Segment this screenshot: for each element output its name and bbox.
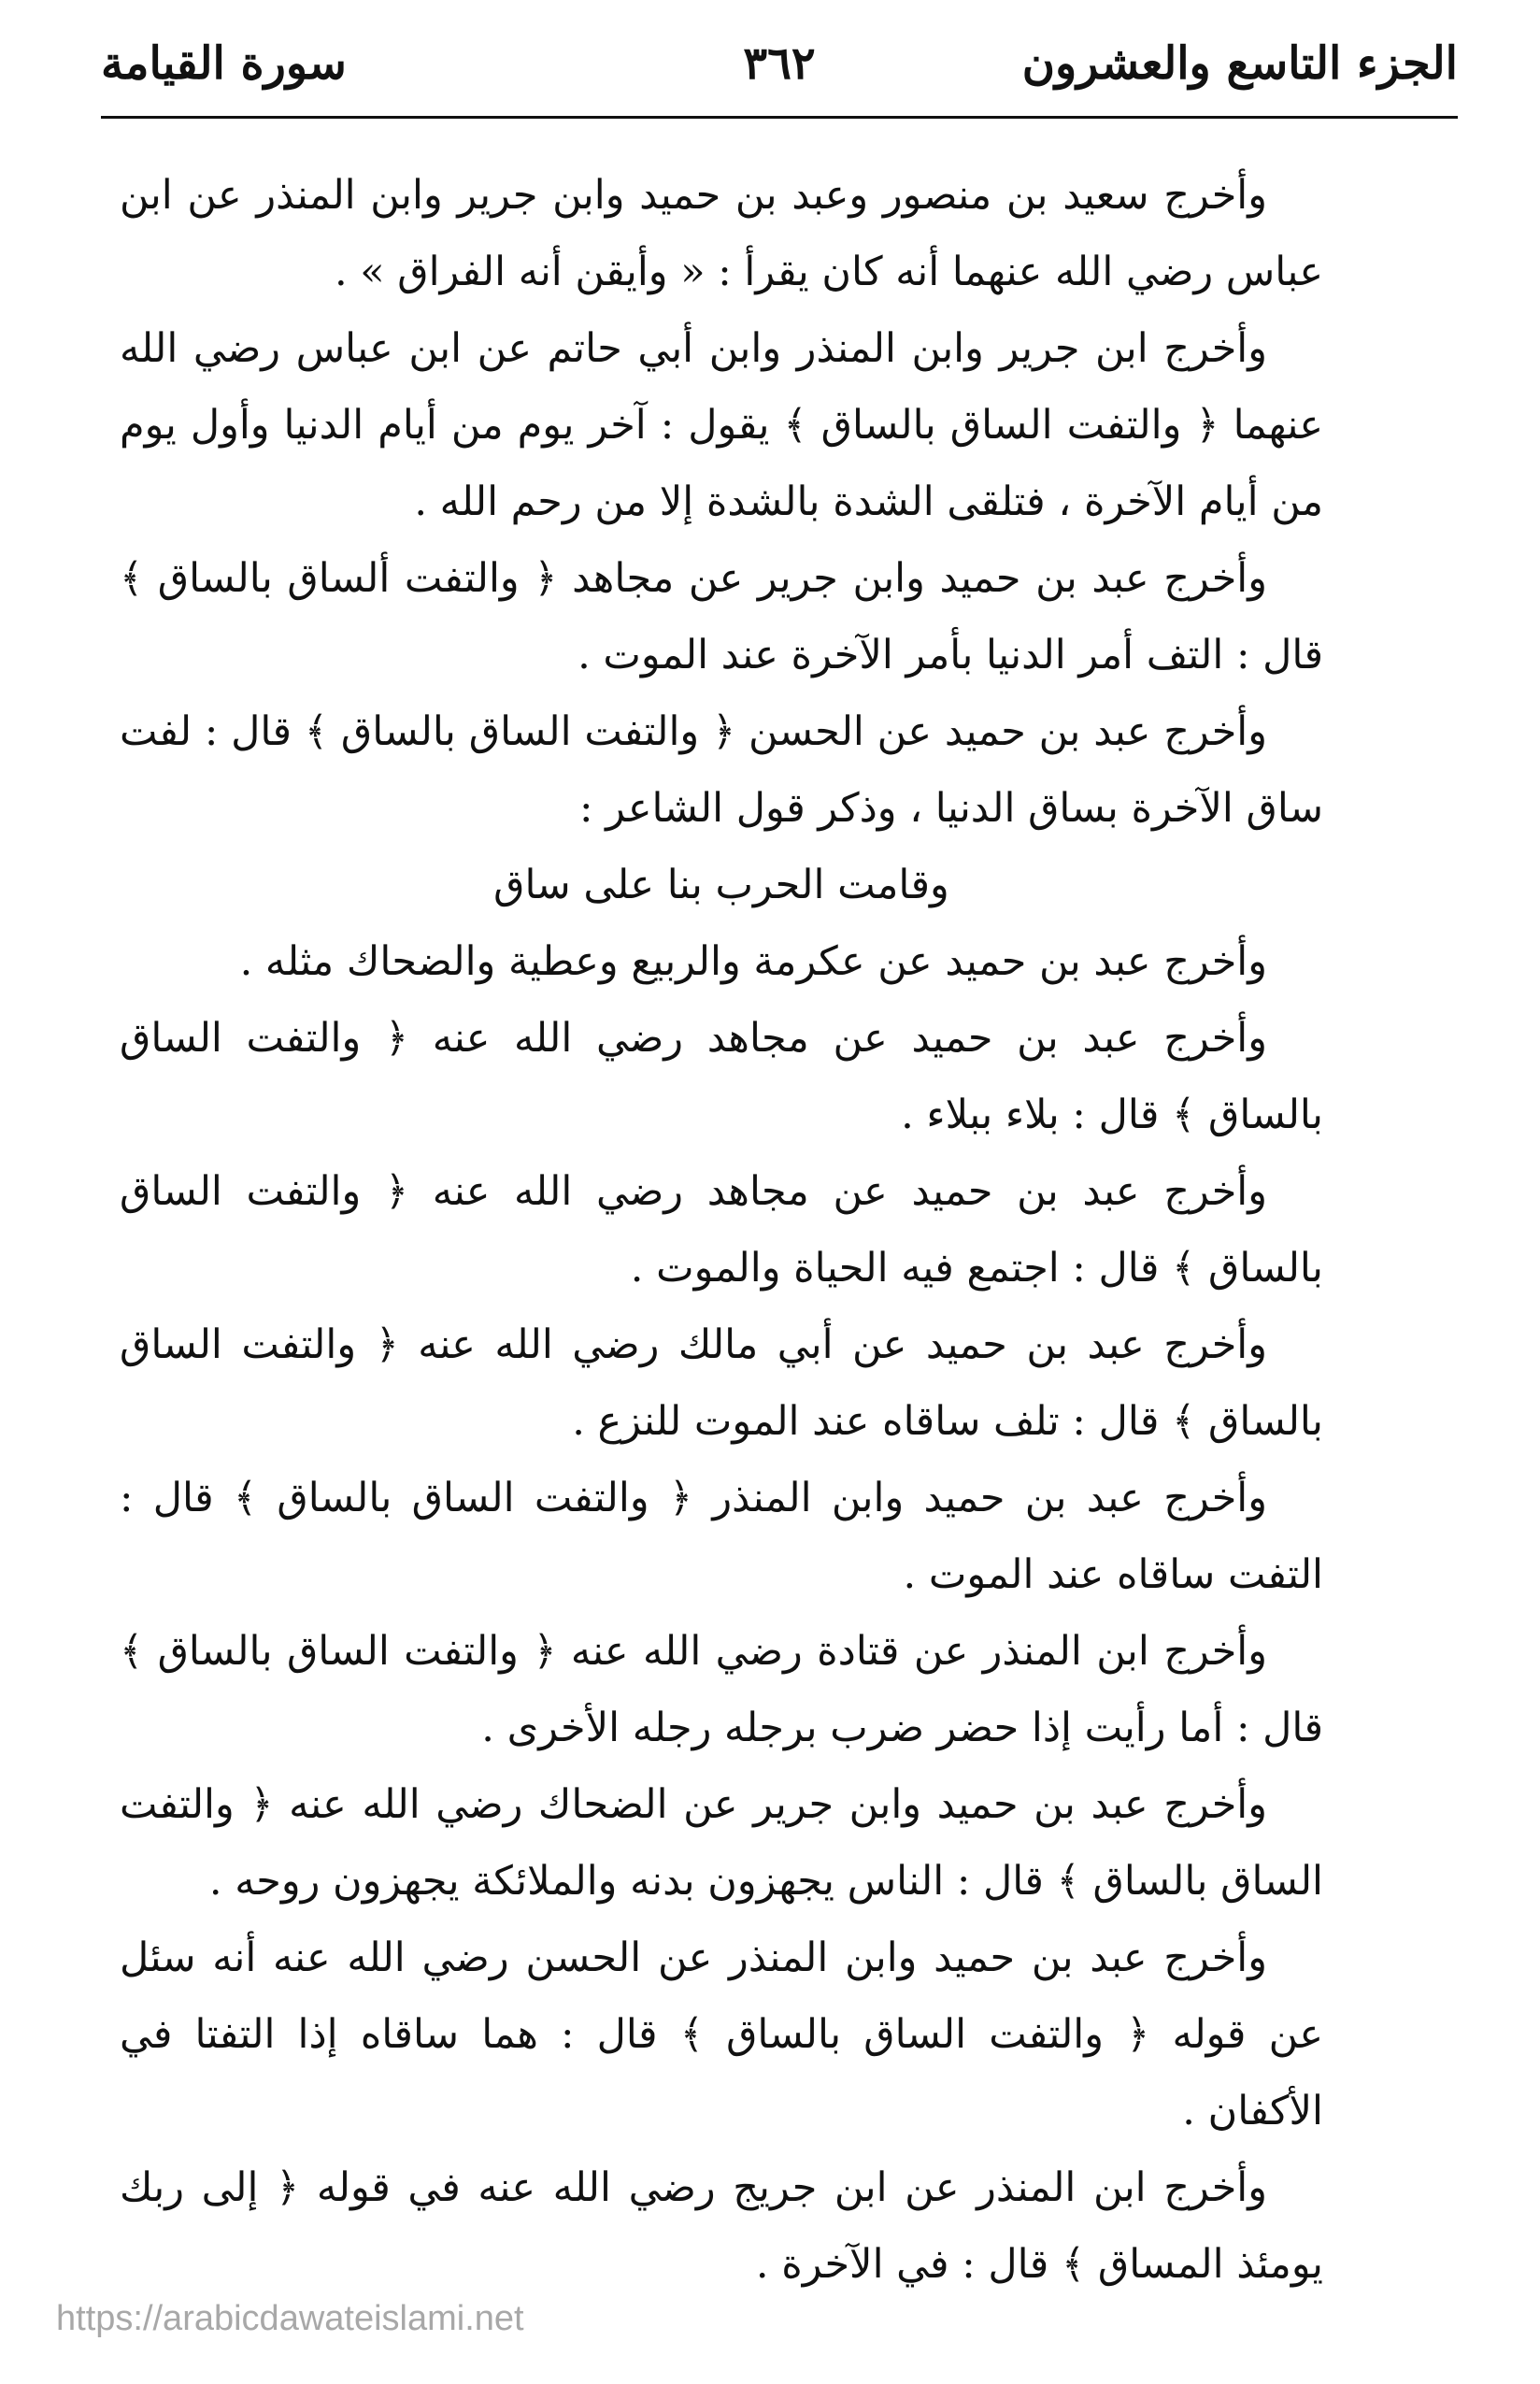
paragraph: وأخرج عبد بن حميد وابن جرير عن مجاهد ﴿ والتفت ألساق بالساق ﴾ قال : التف أمر الدنيا بأمر الآخرة عند الموت . [120, 555, 1323, 678]
page-number: ٣٦٢ [743, 37, 816, 90]
paragraph: وأخرج عبد بن حميد وابن جرير عن الضحاك رضي الله عنه ﴿ والتفت الساق بالساق ﴾ قال : الناس يجهزون بدنه والملائكة يجهزون روحه . [120, 1781, 1323, 1905]
poetry-verse: وقامت الحرب بنا على ساق [493, 862, 949, 908]
paragraph: وأخرج سعيد بن منصور وعبد بن حميد وابن جرير وابن المنذر عن ابن عباس رضي الله عنهما أنه كان يقرأ : « وأيقن أنه الفراق » . [120, 172, 1323, 295]
paragraph: وأخرج عبد بن حميد وابن المنذر عن الحسن رضي الله عنه أنه سئل عن قوله ﴿ والتفت الساق بالساق ﴾ قال : هما ساقاه إذا التفتا في الأكفان . [120, 1934, 1323, 2134]
surah-title: سورة القيامة [101, 37, 347, 90]
paragraph: وأخرج عبد بن حميد وابن المنذر ﴿ والتفت الساق بالساق ﴾ قال : التفت ساقاه عند الموت . [120, 1475, 1323, 1598]
paragraph: وأخرج عبد بن حميد عن مجاهد رضي الله عنه ﴿ والتفت الساق بالساق ﴾ قال : اجتمع فيه الحياة والموت . [120, 1168, 1323, 1292]
watermark-url: https://arabicdawateislami.net [56, 2299, 524, 2338]
paragraph: وأخرج عبد بن حميد عن الحسن ﴿ والتفت الساق بالساق ﴾ قال : لفت ساق الآخرة بساق الدنيا ، وذكر قول الشاعر : [120, 708, 1323, 832]
paragraph: وأخرج عبد بن حميد عن عكرمة والربيع وعطية والضحاك مثله . [239, 938, 1267, 985]
page-header [101, 19, 1458, 112]
page-body [120, 157, 1323, 2303]
paragraph: وأخرج ابن المنذر عن قتادة رضي الله عنه ﴿ والتفت الساق بالساق ﴾ قال : أما رأيت إذا حضر ضرب برجله رجله الأخرى . [120, 1628, 1323, 1751]
paragraph: وأخرج عبد بن حميد عن أبي مالك رضي الله عنه ﴿ والتفت الساق بالساق ﴾ قال : تلف ساقاه عند الموت للنزع . [120, 1321, 1323, 1445]
part-title: الجزء التاسع والعشرون [1021, 37, 1458, 90]
header-rule [101, 116, 1458, 119]
paragraph: وأخرج ابن المنذر عن ابن جريج رضي الله عنه في قوله ﴿ إلى ربك يومئذ المساق ﴾ قال : في الآخرة . [120, 2164, 1323, 2288]
paragraph: وأخرج عبد بن حميد عن مجاهد رضي الله عنه ﴿ والتفت الساق بالساق ﴾ قال : بلاء ببلاء . [120, 1015, 1323, 1138]
paragraph: وأخرج ابن جرير وابن المنذر وابن أبي حاتم عن ابن عباس رضي الله عنهما ﴿ والتفت الساق بالساق ﴾ يقول : آخر يوم من أيام الدنيا وأول يوم من أيام الآخرة ، فتلقى الشدة بالشدة إلا من رحم الله . [120, 325, 1323, 525]
